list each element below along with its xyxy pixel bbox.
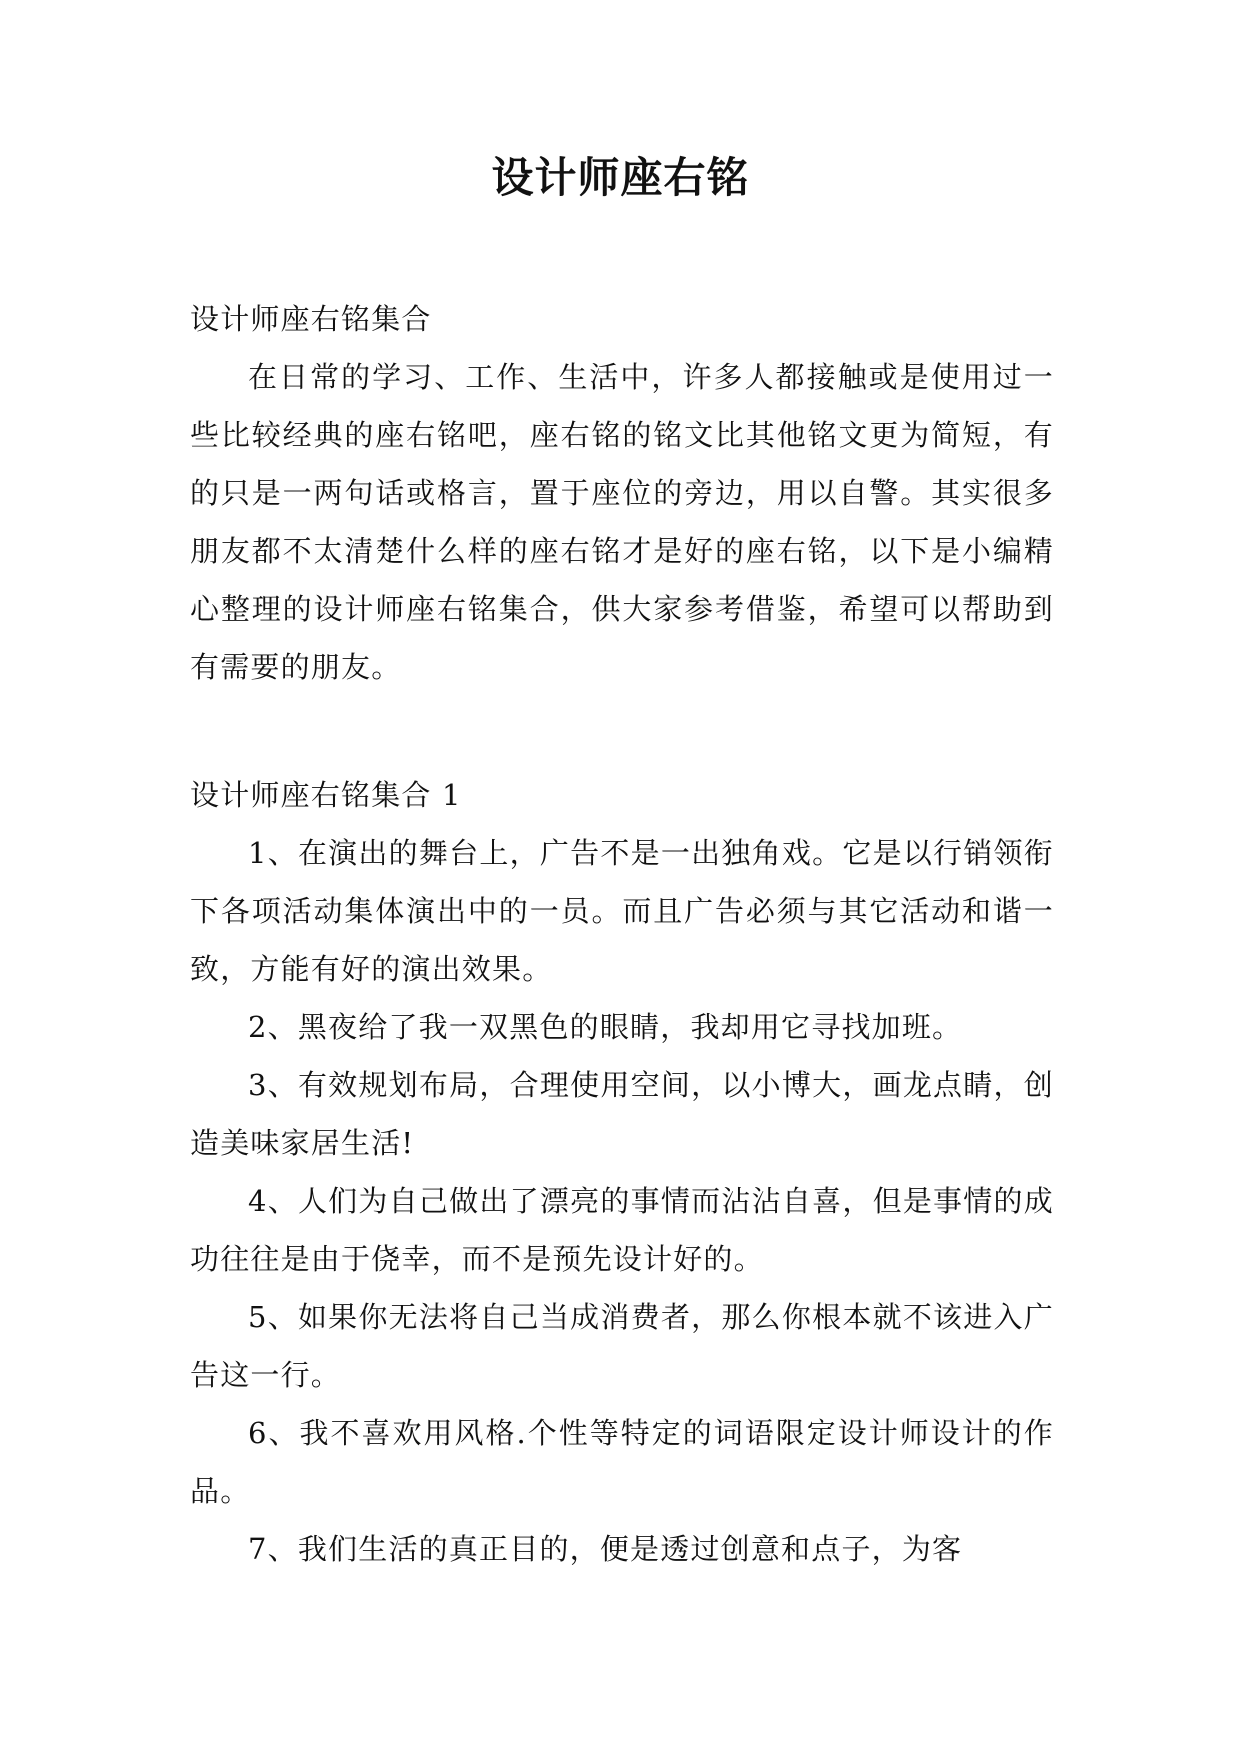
motto-item-1: 1、在演出的舞台上，广告不是一出独角戏。它是以行销领衔下各项活动集体演出中的一员。而且广告必须与其它活动和谐一致，方能有好的演出效果。 xyxy=(190,836,1054,986)
motto-item-5: 5、如果你无法将自己当成消费者，那么你根本就不该进入广告这一行。 xyxy=(190,1300,1054,1392)
motto-item-7: 7、我们生活的真正目的，便是透过创意和点子，为客 xyxy=(248,1532,963,1566)
motto-item-6: 6、我不喜欢用风格.个性等特定的词语限定设计师设计的作品。 xyxy=(190,1416,1054,1508)
section-heading: 设计师座右铭集合 xyxy=(190,302,432,336)
paragraph-spacer xyxy=(190,696,1054,754)
motto-item-4: 4、人们为自己做出了漂亮的事情而沾沾自喜，但是事情的成功往往是由于侥幸，而不是预先设计好的。 xyxy=(190,1184,1054,1276)
subsection-heading: 设计师座右铭集合 1 xyxy=(190,778,462,812)
intro-paragraph: 在日常的学习、工作、生活中，许多人都接触或是使用过一些比较经典的座右铭吧，座右铭的铭文比其他铭文更为简短，有的只是一两句话或格言，置于座位的旁边，用以自警。其实很多朋友都不太清楚什么样的座右铭才是好的座右铭，以下是小编精心整理的设计师座右铭集合，供大家参考借鉴，希望可以帮助到有需要的朋友。 xyxy=(190,360,1054,684)
motto-item-3: 3、有效规划布局，合理使用空间，以小博大，画龙点睛，创造美味家居生活! xyxy=(190,1068,1054,1160)
document-title: 设计师座右铭 xyxy=(491,153,750,202)
document-body xyxy=(190,290,1054,1578)
motto-item-2: 2、黑夜给了我一双黑色的眼睛，我却用它寻找加班。 xyxy=(248,1010,963,1044)
